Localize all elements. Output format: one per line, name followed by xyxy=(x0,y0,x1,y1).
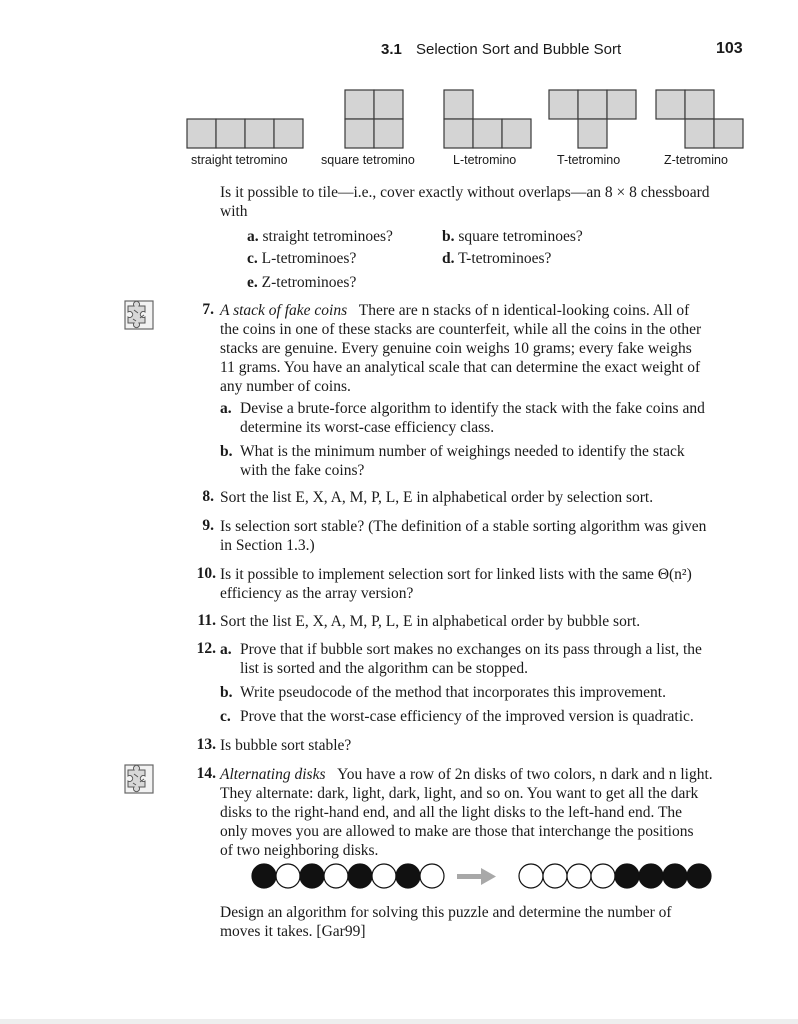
z-cell xyxy=(685,90,714,119)
right-arrow-icon xyxy=(457,868,496,885)
p14-line1 xyxy=(220,765,713,784)
p7-title: A stack of fake coins xyxy=(220,302,348,319)
l-cell xyxy=(473,119,502,148)
p12b-label: b. xyxy=(220,684,233,701)
option-label: d. xyxy=(442,250,455,267)
p14-after-line2: moves it takes. [Gar99] xyxy=(220,923,366,940)
l-cell xyxy=(444,90,473,119)
disk-svg xyxy=(0,862,798,892)
light-disk xyxy=(372,864,396,888)
straight-cell xyxy=(216,119,245,148)
problem-number: 10. xyxy=(196,565,216,582)
p14-line3: disks to the right-hand end, and all the light disks to the left-hand end. The xyxy=(220,804,683,821)
p14-title: Alternating disks xyxy=(220,766,326,783)
straight-cell xyxy=(245,119,274,148)
z-cell xyxy=(656,90,685,119)
tetromino-shapes xyxy=(0,85,798,155)
dark-disk xyxy=(252,864,276,888)
dark-disk xyxy=(396,864,420,888)
section-number: 3.1 xyxy=(381,41,402,58)
page-number: 103 xyxy=(716,40,743,57)
p6-option-a xyxy=(247,227,393,246)
p6-option-c xyxy=(247,249,356,268)
option-label: c. xyxy=(247,250,258,267)
p7-line3: stacks are genuine. Every genuine coin weighs 10 grams; every fake weighs xyxy=(220,340,692,357)
t-tetromino-label: T-tetromino xyxy=(557,153,621,167)
p6-option-b xyxy=(442,227,583,246)
p6-intro-line1: Is it possible to tile—i.e., cover exactly without overlaps—an 8 × 8 chessboard xyxy=(220,184,710,201)
dark-disk xyxy=(300,864,324,888)
problem-number: 9. xyxy=(202,517,214,534)
p14-line4: only moves you are allowed to make are those that interchange the positions xyxy=(220,823,694,840)
p7b-line1: What is the minimum number of weighings needed to identify the stack xyxy=(240,443,685,460)
option-text: Z-tetrominoes? xyxy=(261,274,357,291)
page-header xyxy=(0,40,798,62)
option-text: square tetrominoes? xyxy=(458,228,583,245)
straight-cell xyxy=(274,119,303,148)
tetromino-figure xyxy=(0,85,798,175)
option-label: b. xyxy=(442,228,455,245)
p6-option-d xyxy=(442,249,551,268)
p11-text: Sort the list E, X, A, M, P, L, E in alphabetical order by bubble sort. xyxy=(220,613,641,630)
dark-disk xyxy=(687,864,711,888)
option-label: a. xyxy=(247,228,259,245)
problem-number: 8. xyxy=(202,488,214,505)
light-disk xyxy=(324,864,348,888)
p12a-label: a. xyxy=(220,641,232,658)
p12c-label: c. xyxy=(220,708,231,725)
p12a-line2: list is sorted and the algorithm can be stopped. xyxy=(240,660,528,677)
light-disk xyxy=(591,864,615,888)
square-cell xyxy=(345,119,374,148)
light-disk xyxy=(567,864,591,888)
l-cell xyxy=(502,119,531,148)
p9-line2: in Section 1.3.) xyxy=(220,537,315,554)
l-cell xyxy=(444,119,473,148)
p6-option-e xyxy=(247,273,356,292)
option-text: straight tetrominoes? xyxy=(262,228,393,245)
dark-disk xyxy=(615,864,639,888)
problem-number: 13. xyxy=(196,736,216,753)
p12a-line1: Prove that if bubble sort makes no exchanges on its pass through a list, the xyxy=(240,641,702,658)
section-title: Selection Sort and Bubble Sort xyxy=(416,41,622,58)
option-text: T-tetrominoes? xyxy=(458,250,552,267)
light-disk xyxy=(420,864,444,888)
p7-line1 xyxy=(220,301,689,320)
p7b-label: b. xyxy=(220,443,233,460)
z-tetromino-label: Z-tetromino xyxy=(664,153,728,167)
dark-disk xyxy=(348,864,372,888)
straight-cell xyxy=(187,119,216,148)
p12c-text: Prove that the worst-case efficiency of the improved version is quadratic. xyxy=(240,708,694,725)
p7-line2: the coins in one of these stacks are counterfeit, while all the coins in the other xyxy=(220,321,702,338)
problem-number: 11. xyxy=(197,612,216,629)
p7-line4: 11 grams. You have an analytical scale that can determine the exact weight of xyxy=(220,359,701,376)
p14-line1-text: You have a row of 2n disks of two colors, n dark and n light. xyxy=(337,766,713,783)
p7-line5: any number of coins. xyxy=(220,378,351,395)
t-cell xyxy=(578,90,607,119)
square-cell xyxy=(374,119,403,148)
p13-text: Is bubble sort stable? xyxy=(220,737,352,754)
p12b-text: Write pseudocode of the method that incorporates this improvement. xyxy=(240,684,666,701)
p6-intro-line2: with xyxy=(220,203,248,220)
p7a-label: a. xyxy=(220,400,232,417)
p14-line2: They alternate: dark, light, dark, light, and so on. You want to get all the dark xyxy=(220,785,699,802)
square-tetromino-label: square tetromino xyxy=(321,153,415,167)
square-cell xyxy=(374,90,403,119)
p10-line2: efficiency as the array version? xyxy=(220,585,414,602)
option-label: e. xyxy=(247,274,258,291)
dark-disk xyxy=(663,864,687,888)
puzzle-piece-icon xyxy=(124,300,154,330)
problem-number: 12. xyxy=(196,640,216,657)
p14-after-line1: Design an algorithm for solving this puzzle and determine the number of xyxy=(220,904,672,921)
z-cell xyxy=(714,119,743,148)
p8-text: Sort the list E, X, A, M, P, L, E in alphabetical order by selection sort. xyxy=(220,489,654,506)
p7-line1-text: There are n stacks of n identical-looking coins. All of xyxy=(358,302,690,319)
puzzle-piece-icon xyxy=(124,764,154,794)
p14-line5: of two neighboring disks. xyxy=(220,842,379,859)
light-disk xyxy=(519,864,543,888)
problem-number: 7. xyxy=(202,301,214,318)
option-text: L-tetrominoes? xyxy=(261,250,357,267)
t-cell xyxy=(607,90,636,119)
light-disk xyxy=(543,864,567,888)
t-cell xyxy=(578,119,607,148)
p9-line1: Is selection sort stable? (The definition of a stable sorting algorithm was given xyxy=(220,518,707,535)
p7a-line1: Devise a brute-force algorithm to identify the stack with the fake coins and xyxy=(240,400,705,417)
p7a-line2: determine its worst-case efficiency class. xyxy=(240,419,495,436)
l-tetromino-label: L-tetromino xyxy=(453,153,517,167)
square-cell xyxy=(345,90,374,119)
p7b-line2: with the fake coins? xyxy=(240,462,365,479)
t-cell xyxy=(549,90,578,119)
footer-band xyxy=(0,1019,798,1024)
p10-line1: Is it possible to implement selection sort for linked lists with the same Θ(n²) xyxy=(220,566,692,583)
disk-figure xyxy=(0,862,798,892)
z-cell xyxy=(685,119,714,148)
straight-tetromino-label: straight tetromino xyxy=(191,153,288,167)
problem-number: 14. xyxy=(196,765,216,782)
dark-disk xyxy=(639,864,663,888)
light-disk xyxy=(276,864,300,888)
